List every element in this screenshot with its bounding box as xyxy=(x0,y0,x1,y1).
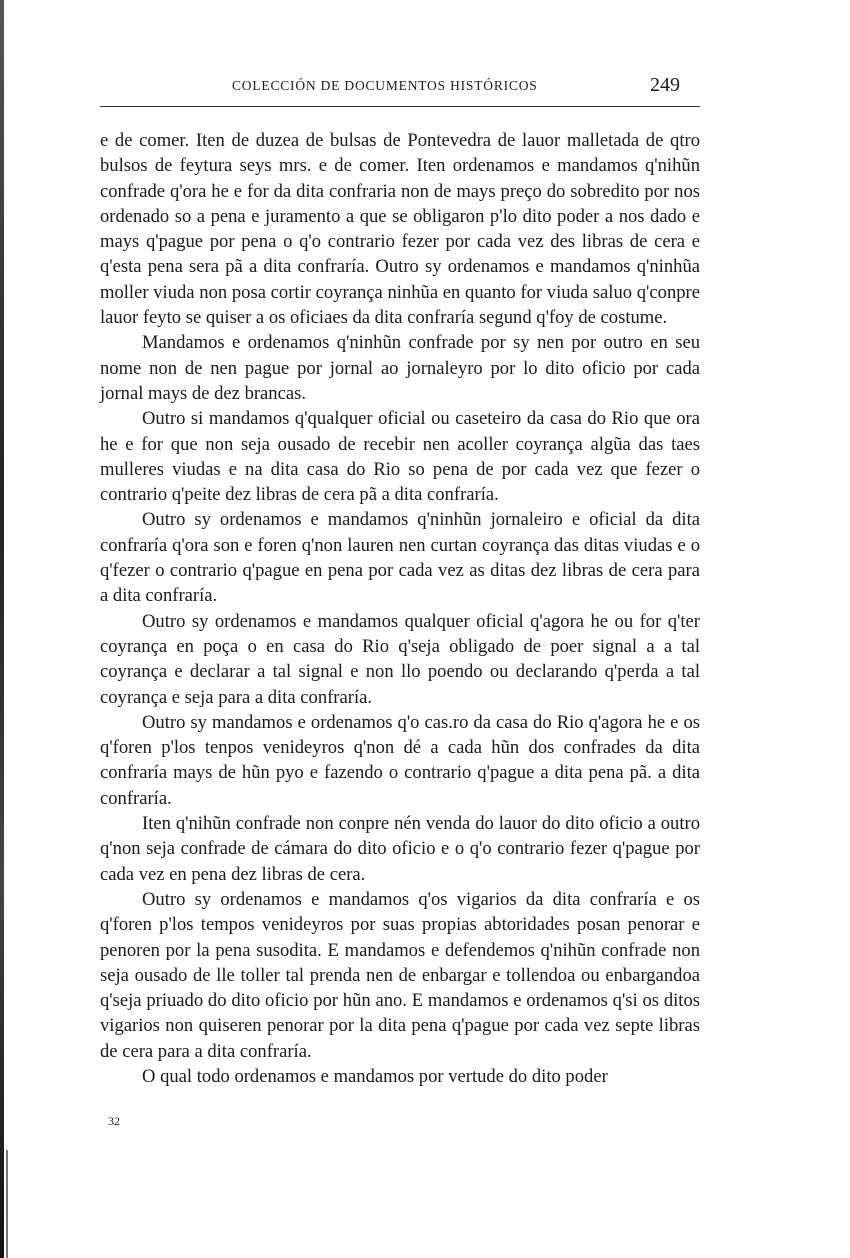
body-text xyxy=(100,128,700,1089)
book-spine-edge xyxy=(0,0,4,1258)
book-spine-edge-shadow xyxy=(6,1150,8,1258)
paragraph-2: Mandamos e ordenamos q'ninhũn confrade por sy nen por outro en seu nome non de nen pague por jornal ao jornaleyro por lo dito oficio por cada jornal mays de dez brancas. xyxy=(100,332,700,404)
signature-mark: 32 xyxy=(108,1114,120,1128)
paragraph-8: Outro sy ordenamos e mandamos q'os vigarios da dita confraría e os q'foren p'los tempos venideyros por suas propias abtoridades posan penorar e penoren por la pena susodita. E mandamos e defendemos q'nihũn confrade non seja ousado de lle toller tal prenda nen de enbargar e tollendoa ou enbargandoa q'seja priuado do dito oficio por hũn ano. E mandamos e ordenamos q'si os ditos vigarios non quiseren penorar por la dita pena q'pague por cada vez septe libras de cera para a dita confraría. xyxy=(100,888,700,1062)
paragraph-9: O qual todo ordenamos e mandamos por vertude do dito poder xyxy=(142,1065,608,1087)
paragraph-4: Outro sy ordenamos e mandamos q'ninhũn jornaleiro e oficial da dita confraría q'ora son e foren q'non lauren nen curtan coyrança das ditas viudas e o q'fezer o contrario q'pague en pena por cada vez as ditas dez libras de cera para a dita confraría. xyxy=(100,509,700,607)
page-number: 249 xyxy=(650,74,680,96)
paragraph-7: Iten q'nihũn confrade non conpre nén venda do lauor do dito oficio a outro q'non seja confrade de cámara do dito oficio e o q'o contrario fezer q'pague por cada vez en pena dez libras de cera. xyxy=(100,813,700,885)
header-rule xyxy=(100,106,700,107)
paragraph-3: Outro si mandamos q'qualquer oficial ou caseteiro da casa do Rio que ora he e for que non seja ousado de recebir nen acoller coyrança algũa das taes mulleres viudas e na dita casa do Rio so pena de por cada vez que fezer o contrario q'peite dez libras de cera pã a dita confraría. xyxy=(100,408,700,506)
page-header xyxy=(100,74,700,104)
paragraph-6: Outro sy mandamos e ordenamos q'o cas.ro da casa do Rio q'agora he e os q'foren p'los tenpos venideyros q'non dé a cada hũn dos confrades da dita confraría mays de hũn pyo e fazendo o contrario q'pague a dita pena pã. a dita confraría. xyxy=(100,711,700,809)
paragraph-1: e de comer. Iten de duzea de bulsas de Pontevedra de lauor malletada de qtro bulsos de feytura seys mrs. e de comer. Iten ordenamos e mandamos q'nihũn confrade q'ora he e for da dita confraria non de mays preço do sobredito por nos ordenado so a pena e juramento a que se obligaron p'lo dito poder a nos dado e mays q'pague por pena o q'o contrario fezer por cada vez des libras de cera e q'esta pena sera pã a dita confraría. Outro sy ordenamos e mandamos q'ninhũa moller viuda non posa cortir coyrança ninhũa en quanto for viuda saluo q'conpre lauor feyto se quiser a os oficiaes da dita confraría segund q'foy de costume. xyxy=(100,130,700,329)
running-title: COLECCIÓN DE DOCUMENTOS HISTÓRICOS xyxy=(232,78,538,93)
paragraph-5: Outro sy ordenamos e mandamos qualquer oficial q'agora he ou for q'ter coyrança en poça o en casa do Rio q'seja obligado de poer signal a a tal coyrança e declarar a tal signal e non llo poendo ou declarando q'perda a tal coyrança e seja para a dita confraría. xyxy=(100,610,700,708)
